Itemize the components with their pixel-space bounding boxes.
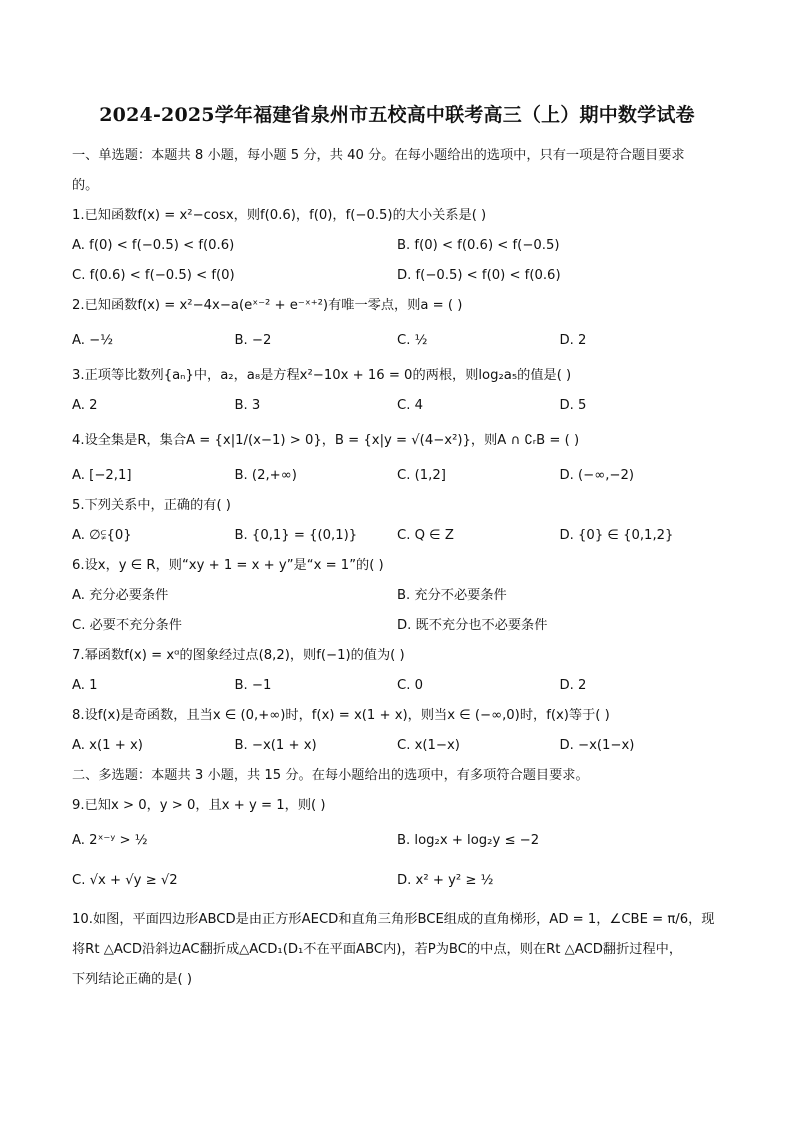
- question-10-line1: 10.如图，平面四边形ABCD是由正方形AECD和直角三角形BCE组成的直角梯形，AD = 1，∠CBE = π/6，现: [72, 912, 715, 927]
- question-1-option-a: A. f(0) < f(−0.5) < f(0.6): [72, 238, 235, 253]
- question-7-option-c: C. 0: [397, 678, 423, 693]
- question-7-options: [72, 671, 722, 701]
- question-3-options: [72, 391, 722, 421]
- question-10-stem: [72, 905, 722, 995]
- question-6-stem: 6.设x，y ∈ R，则“xy + 1 = x + y”是“x = 1”的( ): [72, 558, 384, 573]
- question-1-option-b: B. f(0) < f(0.6) < f(−0.5): [397, 238, 560, 253]
- question-2-option-c: C. ½: [397, 333, 428, 348]
- question-6-option-a: A. 充分必要条件: [72, 588, 169, 603]
- section-1-header-line2: 的。: [72, 178, 99, 193]
- section-1-header-line1: 一、单选题：本题共 8 小题，每小题 5 分，共 40 分。在每小题给出的选项中，只有一项是符合题目要求: [72, 148, 685, 163]
- question-3-option-a: A. 2: [72, 398, 98, 413]
- question-1-option-d: D. f(−0.5) < f(0) < f(0.6): [397, 268, 561, 283]
- question-3-option-b: B. 3: [234, 398, 261, 413]
- question-1-options-row2: [72, 261, 722, 291]
- question-3-option-d: D. 5: [559, 398, 587, 413]
- question-10-line2: 将Rt △ACD沿斜边AC翻折成△ACD₁(D₁不在平面ABC内)，若P为BC的中点，则在Rt △ACD翻折过程中，: [72, 942, 683, 957]
- question-8-option-b: B. −x(1 + x): [234, 738, 317, 753]
- question-2-option-d: D. 2: [559, 333, 587, 348]
- question-5-stem: 5.下列关系中，正确的有( ): [72, 498, 231, 513]
- question-7-stem: 7.幂函数f(x) = xᵅ的图象经过点(8,2)，则f(−1)的值为( ): [72, 648, 405, 663]
- question-2-options: [72, 321, 722, 361]
- question-5-option-b: B. {0,1} = {(0,1)}: [234, 528, 358, 543]
- question-9-option-a: A. 2ˣ⁻ʸ > ½: [72, 833, 148, 848]
- question-1-stem: 1.已知函数f(x) = x²−cosx，则f(0.6)，f(0)，f(−0.5)的大小关系是( ): [72, 208, 487, 223]
- section-1-header: [72, 141, 722, 201]
- question-2-stem: 2.已知函数f(x) = x²−4x−a(eˣ⁻² + e⁻ˣ⁺²)有唯一零点，则a = ( ): [72, 298, 463, 313]
- question-6-option-c: C. 必要不充分条件: [72, 618, 182, 633]
- question-4-stem: 4.设全集是R，集合A = {x|1/(x−1) > 0}，B = {x|y = √(4−x²)}，则A ∩ ∁ᵣB = ( ): [72, 433, 580, 448]
- question-5-options: [72, 521, 722, 551]
- section-2-header: 二、多选题：本题共 3 小题，共 15 分。在每小题给出的选项中，有多项符合题目要求。: [72, 768, 589, 783]
- question-8-option-c: C. x(1−x): [397, 738, 460, 753]
- page-title: 2024-2025学年福建省泉州市五校高中联考高三（上）期中数学试卷: [99, 104, 695, 126]
- question-9-option-b: B. log₂x + log₂y ≤ −2: [397, 833, 540, 848]
- question-8-options: [72, 731, 722, 761]
- question-5-option-d: D. {0} ∈ {0,1,2}: [559, 528, 674, 543]
- question-9-options: [72, 821, 722, 861]
- question-8-option-d: D. −x(1−x): [559, 738, 635, 753]
- question-9-options-row2: [72, 861, 722, 901]
- question-6-option-d: D. 既不充分也不必要条件: [397, 618, 548, 633]
- question-3-stem: 3.正项等比数列{aₙ}中，a₂，a₈是方程x²−10x + 16 = 0的两根，则log₂a₅的值是( ): [72, 368, 572, 383]
- question-10-line3: 下列结论正确的是( ): [72, 972, 192, 987]
- question-6-options-row2: [72, 611, 722, 641]
- question-9-option-d: D. x² + y² ≥ ½: [397, 873, 494, 888]
- question-8-option-a: A. x(1 + x): [72, 738, 143, 753]
- question-4-option-a: A. [−2,1]: [72, 468, 132, 483]
- question-7-option-a: A. 1: [72, 678, 98, 693]
- question-8-stem: 8.设f(x)是奇函数，且当x ∈ (0,+∞)时，f(x) = x(1 + x)，则当x ∈ (−∞,0)时，f(x)等于( ): [72, 708, 610, 723]
- question-1-options: [72, 231, 722, 261]
- question-2-option-a: A. −½: [72, 333, 114, 348]
- question-9-option-c: C. √x + √y ≥ √2: [72, 873, 178, 888]
- question-4-option-d: D. (−∞,−2): [559, 468, 634, 483]
- question-4-option-b: B. (2,+∞): [234, 468, 297, 483]
- question-2-option-b: B. −2: [234, 333, 272, 348]
- question-4-options: [72, 461, 722, 491]
- question-7-option-b: B. −1: [234, 678, 272, 693]
- question-3-option-c: C. 4: [397, 398, 423, 413]
- question-5-option-c: C. Q ∈ Z: [397, 528, 454, 543]
- question-6-options: [72, 581, 722, 611]
- question-4-option-c: C. (1,2]: [397, 468, 446, 483]
- question-7-option-d: D. 2: [559, 678, 587, 693]
- question-9-stem: 9.已知x > 0，y > 0，且x + y = 1，则( ): [72, 798, 326, 813]
- question-5-option-a: A. ∅⫋{0}: [72, 528, 132, 543]
- question-1-option-c: C. f(0.6) < f(−0.5) < f(0): [72, 268, 235, 283]
- question-6-option-b: B. 充分不必要条件: [397, 588, 507, 603]
